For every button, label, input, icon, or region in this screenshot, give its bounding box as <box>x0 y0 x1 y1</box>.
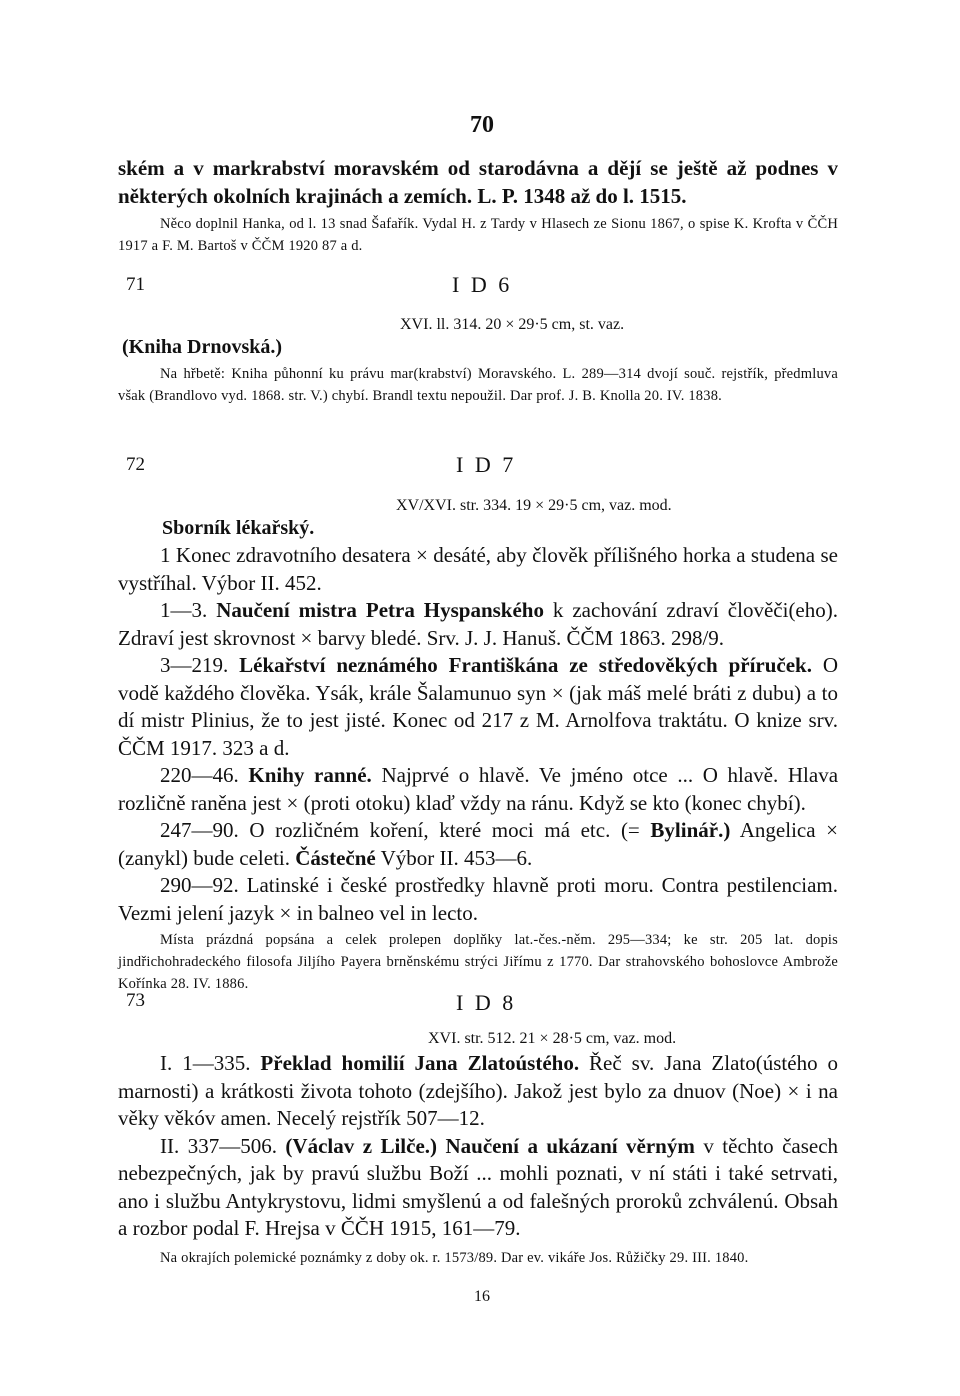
entry-72-item-5-bold: Částečné <box>295 845 376 870</box>
entry-72-item-3-range: 3—219. <box>160 653 229 677</box>
entry-72-item-3-title: Lékařství neznámého Františkána ze středověkých příruček. <box>239 653 812 677</box>
entry-71-signature: I D 6 <box>452 272 513 297</box>
entry-72-item-5-text-c: Výbor II. 453—6. <box>380 845 533 870</box>
entry-72-number: 72 <box>126 454 145 475</box>
page-number: 70 <box>470 112 494 138</box>
entry-73-note: Na okrajích polemické poznámky z doby ok. r. 1573/89. Dar ev. vikáře Jos. Růžičky 29. III. 1840. <box>160 1249 749 1266</box>
entry-72-item-5 <box>118 817 838 872</box>
entry-73-item-1-text: Řeč sv. Jana Zlato(ústého o marnosti) a krátkosti života tohoto (zdejšího). Jakož jest bylo za dnuov (Noe) × i na věky věkóv amen. Necelý rejstřík 507—12. <box>118 1051 839 1130</box>
entry-71-number: 71 <box>126 274 145 295</box>
footer-number: 16 <box>474 1288 490 1305</box>
intro-note: Něco doplnil Hanka, od l. 13 snad Šafařík. Vydal H. z Tardy v Hlasech ze Sionu 1867, o spise K. Krofta v ČČH 1917 a F. M. Bartoš v ČČM 1920 87 a d. <box>118 216 838 254</box>
entry-73-number: 73 <box>126 990 145 1011</box>
entry-72-item-4-range: 220—46. <box>160 763 239 787</box>
entry-72-title: Sborník lékařský. <box>162 517 315 539</box>
entry-72-item-5-text-b: Angelica × (zanykl) bude celeti. <box>118 818 839 870</box>
entry-72-item-2-range: 1—3. <box>160 598 208 622</box>
entry-72-item-2 <box>118 597 838 652</box>
entry-73-item-2-text: v těchto časech nebezpečných, jak by pravú službu Boží ... mohli poznati, v ní státi i také setrvati, ano i službu Antykrystovu, lidmi smyšlenú a od falešných proroků zchválenú. Obsah a rozbor podal F. Hrejsa v ČČH 1915, 161—79. <box>118 1133 839 1240</box>
entry-72-item-3-text: O vodě každého člověka. Ysák, krále Šalamunuo syn × (jak máš melé bráti z dubu) a to dí mistr Plinius, že to jest jisté. Konec od 217 z M. Arnolfova traktátu. O knize srv. ČČM 1917. 323 a d. <box>118 653 839 760</box>
entry-72-item-1: 1 Konec zdravotního desatera × desáté, aby člověk přílišného horka a studena se vystříhal. Výbor II. 452. <box>118 543 838 595</box>
entry-73-item-2-title: (Václav z Lilče.) Naučení a ukázaní věrným <box>285 1133 695 1158</box>
entry-72-item-2-text: k zachování zdraví člověči(eho). Zdraví jest skrovnost × barvy bledé. Srv. J. J. Hanuš. ČČM 1863. 298/9. <box>118 598 838 650</box>
entry-73-item-1-range: I. 1—335. <box>160 1051 251 1075</box>
entry-71-note: Na hřbetě: Kniha půhonní ku právu mar(krabství) Moravského. L. 289—314 dvojí souč. rejstřík, předmluva však (Brandlovo vyd. 1868. str. V.) chybí. Brandl textu nepoužil. Dar prof. J. B. Knolla 20. IV. 1838. <box>118 366 838 404</box>
entry-72-body <box>118 515 838 995</box>
entry-73-meta: XVI. str. 512. 21 × 28·5 cm, vaz. mod. <box>428 1030 677 1047</box>
entry-71-body <box>118 334 838 407</box>
entry-73-body <box>118 1050 838 1269</box>
intro-section <box>118 155 838 257</box>
entry-73-item-2-range: II. 337—506. <box>160 1133 277 1158</box>
entry-72-item-4 <box>118 762 838 817</box>
entry-72-item-3 <box>118 652 838 762</box>
entry-72-note: Místa prázdná popsána a celek prolepen doplňky lat.-čes.-něm. 295—334; ke str. 205 lat. dopis jindřichohradeckého filosofa Jiljího Payera brněnskému strýci Jiřímu z 1770. Dar strahovského bohoslovce Ambrože Kořínka 28. IV. 1886. <box>118 932 838 992</box>
entry-72-item-5-text-a: 247—90. O rozličném koření, které moci má etc. (= <box>160 818 640 842</box>
intro-text: ském a v markrabství moravském od starodávna a dějí se ještě až podnes v některých okolních krajinách a zemích. L. P. 1348 až do l. 1515. <box>118 156 838 208</box>
entry-72-item-2-title: Naučení mistra Petra Hyspanského <box>216 598 544 622</box>
entry-73-item-1 <box>118 1050 838 1133</box>
entry-71-meta: XVI. ll. 314. 20 × 29·5 cm, st. vaz. <box>400 316 625 333</box>
entry-72-item-6: 290—92. Latinské i české prostředky hlavně proti moru. Contra pestilenciam. Vezmi jelení jazyk × in balneo vel in lecto. <box>118 873 838 925</box>
entry-72-signature: I D 7 <box>456 452 517 477</box>
entry-71-title: (Kniha Drnovská.) <box>122 336 283 358</box>
entry-73-item-2 <box>118 1133 838 1243</box>
entry-72-item-5-title: Bylinář.) <box>650 818 731 842</box>
entry-73-item-1-title: Překlad homilií Jana Zlatoústého. <box>260 1051 580 1075</box>
entry-73-signature: I D 8 <box>456 990 517 1015</box>
entry-72-item-4-text: Najprvé o hlavě. Ve jméno otce ... O hlavě. Hlava rozličně raněna jest × (proti otoku) klaď vždy na ránu. Když se kto (konec chybí). <box>118 763 839 815</box>
entry-72-item-4-title: Knihy ranné. <box>248 763 372 787</box>
entry-72-meta: XV/XVI. str. 334. 19 × 29·5 cm, vaz. mod. <box>396 497 672 514</box>
